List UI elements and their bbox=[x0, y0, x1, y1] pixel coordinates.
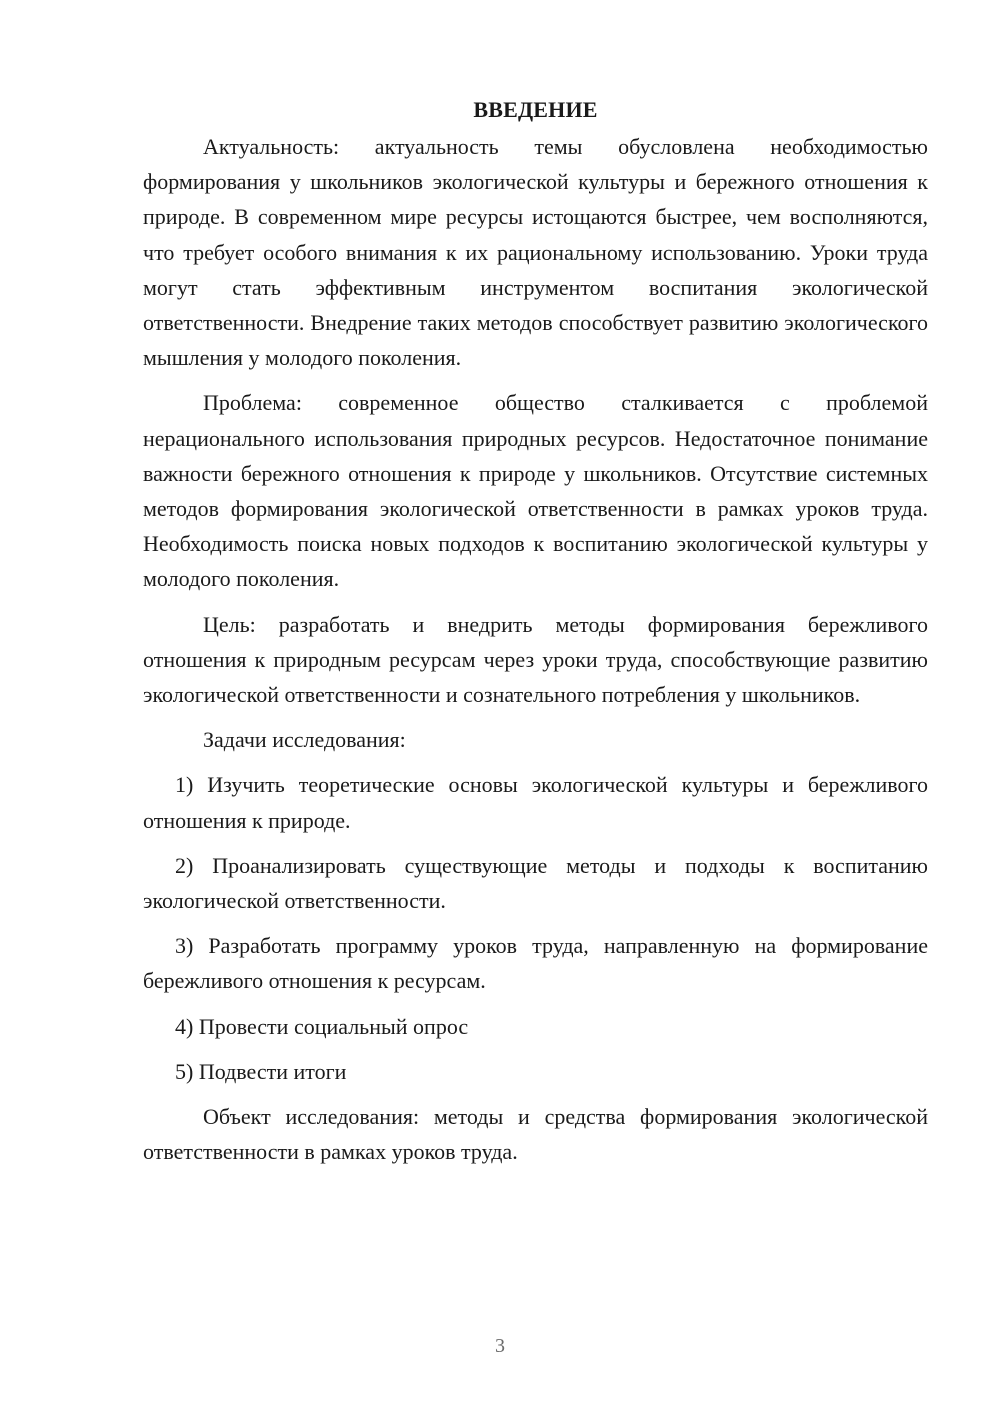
problem-paragraph: Проблема: современное общество сталкивается с проблемой нерационального использования природных ресурсов. Недостаточное понимание важности бережного отношения к природе у школьников. Отсутствие системных методов формирования экологической ответственности в рамках уроков труда. Необходимость поиска новых подходов к воспитанию экологической культуры у молодого поколения. bbox=[143, 390, 928, 592]
task-item-5: 5) Подвести итоги bbox=[175, 1058, 347, 1084]
task-item-1: 1) Изучить теоретические основы экологической культуры и бережливого отношения к природе. bbox=[143, 772, 928, 833]
page-content bbox=[143, 92, 928, 1179]
relevance-paragraph: Актуальность: актуальность темы обусловлена необходимостью формирования у школьников экологической культуры и бережного отношения к природе. В современном мире ресурсы истощаются быстрее, чем восполняются, что требует особого внимания к их рациональному использованию. Уроки труда могут стать эффективным инструментом воспитания экологической ответственности. Внедрение таких методов способствует развитию экологического мышления у молодого поколения. bbox=[143, 134, 928, 371]
task-item-3: 3) Разработать программу уроков труда, направленную на формирование бережливого отношения к ресурсам. bbox=[143, 933, 928, 994]
tasks-list bbox=[143, 767, 928, 1089]
task-item-4: 4) Провести социальный опрос bbox=[175, 1013, 469, 1039]
section-heading: ВВЕДЕНИЕ bbox=[473, 97, 598, 122]
task-item-2: 2) Проанализировать существующие методы и подходы к воспитанию экологической ответственности. bbox=[143, 852, 928, 914]
page-number: 3 bbox=[495, 1335, 505, 1357]
object-paragraph: Объект исследования: методы и средства формирования экологической ответственности в рамках уроков труда. bbox=[143, 1104, 928, 1165]
tasks-intro: Задачи исследования: bbox=[203, 727, 406, 753]
goal-paragraph: Цель: разработать и внедрить методы формирования бережливого отношения к природным ресурсам через уроки труда, способствующие развитию экологической ответственности и сознательного потребления у школьников. bbox=[143, 611, 928, 708]
